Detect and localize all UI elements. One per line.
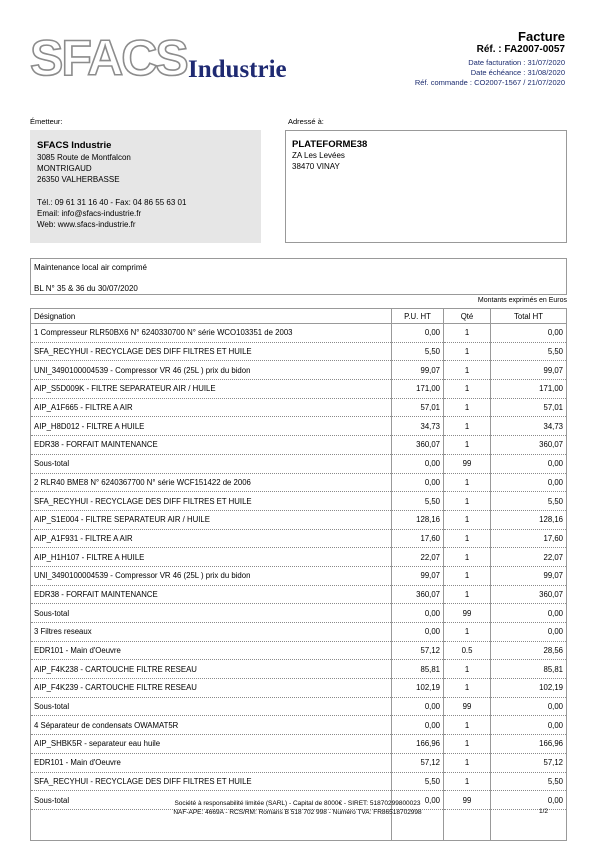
cell-designation: UNI_3490100004539 - Compressor VR 46 (25L ) prix du bidon	[31, 566, 392, 585]
table-row	[31, 380, 567, 399]
company-logo	[30, 33, 320, 88]
invoice-items-table	[30, 308, 567, 841]
cell-unit-price: 99,07	[392, 566, 444, 585]
cell-unit-price: 0,00	[392, 791, 444, 810]
table-row	[31, 342, 567, 361]
cell-total: 0,00	[491, 324, 567, 343]
table-row	[31, 566, 567, 585]
table-row	[31, 398, 567, 417]
sender-email: Email: info@sfacs-industrie.fr	[37, 209, 142, 218]
col-unit-price: P.U. HT	[392, 309, 444, 324]
table-row	[31, 454, 567, 473]
cell-total: 5,50	[491, 772, 567, 791]
cell-total: 0,00	[491, 604, 567, 623]
cell-quantity: 1	[444, 510, 491, 529]
table-header-row	[31, 309, 567, 324]
cell-total: 5,50	[491, 342, 567, 361]
cell-total: 166,96	[491, 735, 567, 754]
cell-designation: EDR38 - FORFAIT MAINTENANCE	[31, 585, 392, 604]
table-row	[31, 324, 567, 343]
cell-designation: Sous-total	[31, 697, 392, 716]
cell-quantity: 1	[444, 660, 491, 679]
logo-main-text: SFACS	[30, 33, 187, 86]
cell-quantity: 1	[444, 679, 491, 698]
cell-total: 17,60	[491, 529, 567, 548]
cell-unit-price: 0,00	[392, 454, 444, 473]
cell-unit-price: 57,12	[392, 641, 444, 660]
cell-unit-price: 360,07	[392, 436, 444, 455]
cell-designation: AIP_F4K238 - CARTOUCHE FILTRE RESEAU	[31, 660, 392, 679]
cell-designation: AIP_H1H107 - FILTRE A HUILE	[31, 548, 392, 567]
cell-designation: SFA_RECYHUI - RECYCLAGE DES DIFF FILTRES ET HUILE	[31, 772, 392, 791]
table-row	[31, 436, 567, 455]
cell-designation: SFA_RECYHUI - RECYCLAGE DES DIFF FILTRES ET HUILE	[31, 492, 392, 511]
table-row	[31, 716, 567, 735]
recipient-label: Adressé à:	[288, 117, 324, 126]
page-number: 1/2	[538, 808, 548, 815]
cell-quantity: 99	[444, 697, 491, 716]
cell-quantity: 1	[444, 492, 491, 511]
sender-address-line: 3085 Route de Montfalcon	[37, 153, 131, 162]
cell-total: 102,19	[491, 679, 567, 698]
cell-quantity: 1	[444, 623, 491, 642]
table-row	[31, 548, 567, 567]
cell-quantity: 1	[444, 342, 491, 361]
cell-total: 0,00	[491, 716, 567, 735]
recipient-name: PLATEFORME38	[292, 139, 368, 150]
table-row	[31, 623, 567, 642]
cell-designation: Sous-total	[31, 604, 392, 623]
cell-total: 99,07	[491, 566, 567, 585]
cell-total: 0,00	[491, 623, 567, 642]
cell-total: 22,07	[491, 548, 567, 567]
table-row	[31, 697, 567, 716]
cell-total: 0,00	[491, 791, 567, 810]
cell-unit-price: 166,96	[392, 735, 444, 754]
cell-unit-price: 171,00	[392, 380, 444, 399]
col-designation: Désignation	[31, 309, 392, 324]
cell-total: 0,00	[491, 473, 567, 492]
cell-quantity: 1	[444, 473, 491, 492]
cell-designation: 3 Filtres reseaux	[31, 623, 392, 642]
cell-quantity: 1	[444, 716, 491, 735]
invoice-header	[415, 30, 565, 88]
billing-date: Date facturation : 31/07/2020	[468, 58, 565, 67]
cell-unit-price: 34,73	[392, 417, 444, 436]
cell-quantity: 1	[444, 417, 491, 436]
cell-total: 360,07	[491, 436, 567, 455]
amounts-note: Montants exprimés en Euros	[477, 297, 567, 304]
cell-designation: AIP_A1F931 - FILTRE A AIR	[31, 529, 392, 548]
cell-unit-price: 128,16	[392, 510, 444, 529]
cell-unit-price: 22,07	[392, 548, 444, 567]
cell-designation: SFA_RECYHUI - RECYCLAGE DES DIFF FILTRES ET HUILE	[31, 342, 392, 361]
cell-designation: AIP_A1F665 - FILTRE A AIR	[31, 398, 392, 417]
cell-total: 0,00	[491, 454, 567, 473]
table-row	[31, 361, 567, 380]
cell-total: 171,00	[491, 380, 567, 399]
cell-designation: Sous-total	[31, 454, 392, 473]
cell-quantity: 1	[444, 324, 491, 343]
logo-sub-text: Industrie	[188, 56, 287, 83]
cell-designation: AIP_H8D012 - FILTRE A HUILE	[31, 417, 392, 436]
cell-quantity: 1	[444, 772, 491, 791]
recipient-box	[285, 130, 567, 243]
sender-address-line: 26350 VALHERBASSE	[37, 175, 120, 184]
cell-unit-price: 99,07	[392, 361, 444, 380]
cell-designation: AIP_F4K239 - CARTOUCHE FILTRE RESEAU	[31, 679, 392, 698]
cell-total: 5,50	[491, 492, 567, 511]
cell-total: 57,12	[491, 753, 567, 772]
cell-quantity: 99	[444, 454, 491, 473]
cell-quantity: 1	[444, 753, 491, 772]
cell-designation: UNI_3490100004539 - Compressor VR 46 (25L ) prix du bidon	[31, 361, 392, 380]
cell-designation: 2 RLR40 BME8 N° 6240367700 N° série WCF151422 de 2006	[31, 473, 392, 492]
cell-unit-price: 0,00	[392, 324, 444, 343]
invoice-title: Facture	[518, 29, 565, 44]
table-row	[31, 473, 567, 492]
sender-web: Web: www.sfacs-industrie.fr	[37, 220, 136, 229]
reference-box	[30, 258, 567, 295]
table-row	[31, 510, 567, 529]
cell-unit-price: 360,07	[392, 585, 444, 604]
cell-unit-price: 0,00	[392, 716, 444, 735]
cell-quantity: 1	[444, 585, 491, 604]
cell-quantity: 1	[444, 529, 491, 548]
cell-quantity: 0.5	[444, 641, 491, 660]
cell-unit-price: 102,19	[392, 679, 444, 698]
cell-quantity: 99	[444, 791, 491, 810]
table-row	[31, 679, 567, 698]
sender-phone: Tél.: 09 61 31 16 40 - Fax: 04 86 55 63 01	[37, 198, 187, 207]
col-quantity: Qté	[444, 309, 491, 324]
cell-quantity: 1	[444, 566, 491, 585]
cell-unit-price: 0,00	[392, 473, 444, 492]
cell-designation: AIP_S1E004 - FILTRE SEPARATEUR AIR / HUILE	[31, 510, 392, 529]
table-row	[31, 529, 567, 548]
cell-designation: EDR101 - Main d'Oeuvre	[31, 641, 392, 660]
cell-total: 99,07	[491, 361, 567, 380]
delivery-note-ref: BL N° 35 & 36 du 30/07/2020	[34, 284, 138, 293]
sender-box	[30, 130, 261, 243]
reference-description: Maintenance local air comprimé	[34, 263, 147, 272]
cell-unit-price: 5,50	[392, 492, 444, 511]
cell-designation: AIP_SHBK5R - separateur eau huile	[31, 735, 392, 754]
table-row	[31, 641, 567, 660]
cell-total: 85,81	[491, 660, 567, 679]
table-row	[31, 660, 567, 679]
table-row	[31, 417, 567, 436]
recipient-address-line: 38470 VINAY	[292, 161, 340, 171]
order-ref: Réf. commande : CO2007-1567 / 21/07/2020	[414, 78, 565, 87]
table-row	[31, 585, 567, 604]
sender-name: SFACS Industrie	[37, 140, 112, 151]
recipient-address-line: ZA Les Levées	[292, 151, 345, 160]
cell-quantity: 1	[444, 436, 491, 455]
cell-designation: 4 Séparateur de condensats OWAMAT5R	[31, 716, 392, 735]
cell-unit-price: 57,01	[392, 398, 444, 417]
footer-registration-line: NAF-APE: 4669A - RCS/RM: Romans B 518 702 998 - Numéro TVA: FR86518702998	[173, 808, 422, 816]
cell-unit-price: 0,00	[392, 604, 444, 623]
due-date: Date échéance : 31/08/2020	[470, 68, 565, 77]
invoice-ref: Réf. : FA2007-0057	[476, 44, 565, 55]
cell-unit-price: 17,60	[392, 529, 444, 548]
cell-quantity: 1	[444, 398, 491, 417]
cell-designation: EDR38 - FORFAIT MAINTENANCE	[31, 436, 392, 455]
sender-address-line: MONTRIGAUD	[37, 164, 92, 173]
cell-total: 34,73	[491, 417, 567, 436]
cell-quantity: 1	[444, 735, 491, 754]
cell-unit-price: 85,81	[392, 660, 444, 679]
cell-total: 128,16	[491, 510, 567, 529]
cell-unit-price: 5,50	[392, 342, 444, 361]
table-row	[31, 604, 567, 623]
cell-quantity: 1	[444, 380, 491, 399]
cell-unit-price: 5,50	[392, 772, 444, 791]
cell-total: 360,07	[491, 585, 567, 604]
cell-total: 28,56	[491, 641, 567, 660]
cell-quantity: 1	[444, 548, 491, 567]
table-row	[31, 735, 567, 754]
page-footer	[0, 800, 595, 817]
cell-designation: 1 Compresseur RLR50BX6 N° 6240330700 N° série WCO103351 de 2003	[31, 324, 392, 343]
cell-unit-price: 0,00	[392, 697, 444, 716]
footer-legal-line: Société à responsabilité limitée (SARL) - Capital de 8000€ - SIRET: 51870299800023	[174, 800, 421, 807]
cell-designation: Sous-total	[31, 791, 392, 810]
cell-designation: AIP_S5D009K - FILTRE SEPARATEUR AIR / HUILE	[31, 380, 392, 399]
table-row	[31, 753, 567, 772]
cell-total: 57,01	[491, 398, 567, 417]
cell-quantity: 1	[444, 361, 491, 380]
col-total: Total HT	[491, 309, 567, 324]
table-row	[31, 492, 567, 511]
cell-unit-price: 0,00	[392, 623, 444, 642]
cell-total: 0,00	[491, 697, 567, 716]
table-row	[31, 772, 567, 791]
cell-quantity: 99	[444, 604, 491, 623]
sender-label: Émetteur:	[30, 117, 63, 126]
cell-unit-price: 57,12	[392, 753, 444, 772]
cell-designation: EDR101 - Main d'Oeuvre	[31, 753, 392, 772]
